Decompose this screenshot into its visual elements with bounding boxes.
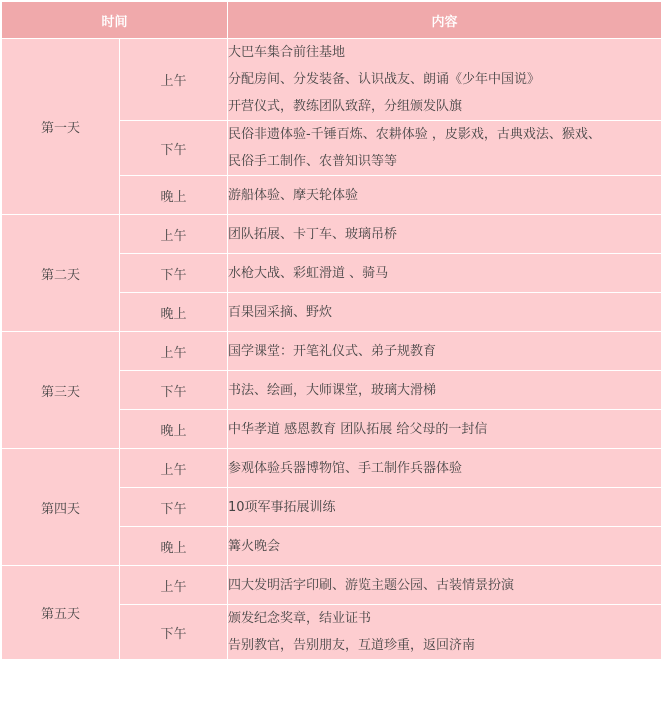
activity-cell bbox=[228, 121, 662, 176]
activity-cell bbox=[228, 371, 662, 410]
activity-cell bbox=[228, 527, 662, 566]
activity-line: 书法、绘画，大师课堂，玻璃大滑梯 bbox=[228, 382, 437, 398]
activity-line: 10项军事拓展训练 bbox=[228, 499, 336, 515]
activity-line: 民俗非遗体验-千锤百炼、农耕体验 ，皮影戏，古典戏法、猴戏、 bbox=[228, 127, 601, 142]
activity-line: 开营仪式，教练团队致辞，分组颁发队旗 bbox=[228, 99, 463, 114]
day-label: 第五天 bbox=[2, 566, 120, 660]
activity-line: 游船体验、摩天轮体验 bbox=[228, 187, 359, 203]
activity-cell bbox=[228, 605, 662, 660]
table-row bbox=[2, 39, 662, 121]
activity-cell bbox=[228, 332, 662, 371]
schedule-table bbox=[1, 1, 662, 660]
table-row bbox=[2, 449, 662, 488]
header-content: 内容 bbox=[228, 2, 662, 39]
activity-line: 告别教官，告别朋友，互道珍重，返回济南 bbox=[228, 638, 476, 653]
activity-line: 水枪大战、彩虹滑道 、骑马 bbox=[228, 265, 389, 281]
period-label: 上午 bbox=[120, 332, 228, 371]
period-label: 下午 bbox=[120, 605, 228, 660]
day-label: 第一天 bbox=[2, 39, 120, 215]
table-header bbox=[2, 2, 662, 39]
activity-line: 民俗手工制作、农普知识等等 bbox=[228, 154, 398, 169]
header-row bbox=[2, 2, 662, 39]
activity-cell bbox=[228, 215, 662, 254]
header-time: 时间 bbox=[2, 2, 228, 39]
period-label: 上午 bbox=[120, 39, 228, 121]
activity-line: 大巴车集合前往基地 bbox=[228, 45, 346, 60]
activity-line: 四大发明活字印刷、游览主题公园、古装情景扮演 bbox=[228, 577, 515, 593]
activity-line: 篝火晚会 bbox=[228, 538, 281, 554]
activity-cell bbox=[228, 449, 662, 488]
activity-cell bbox=[228, 293, 662, 332]
period-label: 上午 bbox=[120, 449, 228, 488]
activity-line: 分配房间、分发装备、认识战友、朗诵《少年中国说》 bbox=[228, 72, 541, 87]
period-label: 上午 bbox=[120, 215, 228, 254]
period-label: 下午 bbox=[120, 371, 228, 410]
table-row bbox=[2, 332, 662, 371]
period-label: 晚上 bbox=[120, 410, 228, 449]
day-label: 第二天 bbox=[2, 215, 120, 332]
activity-line: 百果园采摘、野炊 bbox=[228, 304, 333, 320]
activity-line: 中华孝道 感恩教育 团队拓展 给父母的一封信 bbox=[228, 421, 488, 437]
period-label: 晚上 bbox=[120, 293, 228, 332]
activity-cell bbox=[228, 176, 662, 215]
activity-line: 参观体验兵器博物馆、手工制作兵器体验 bbox=[228, 460, 463, 476]
period-label: 下午 bbox=[120, 254, 228, 293]
activity-cell bbox=[228, 566, 662, 605]
activity-cell bbox=[228, 39, 662, 121]
activity-line: 国学课堂：开笔礼仪式、弟子规教育 bbox=[228, 343, 437, 359]
activity-cell bbox=[228, 488, 662, 527]
table-row bbox=[2, 566, 662, 605]
period-label: 上午 bbox=[120, 566, 228, 605]
day-label: 第三天 bbox=[2, 332, 120, 449]
table-body bbox=[2, 39, 662, 660]
activity-line: 团队拓展、卡丁车、玻璃吊桥 bbox=[228, 226, 398, 242]
activity-cell bbox=[228, 410, 662, 449]
period-label: 晚上 bbox=[120, 176, 228, 215]
table-row bbox=[2, 215, 662, 254]
day-label: 第四天 bbox=[2, 449, 120, 566]
activity-line: 颁发纪念奖章，结业证书 bbox=[228, 611, 372, 626]
activity-cell bbox=[228, 254, 662, 293]
period-label: 晚上 bbox=[120, 527, 228, 566]
period-label: 下午 bbox=[120, 488, 228, 527]
period-label: 下午 bbox=[120, 121, 228, 176]
